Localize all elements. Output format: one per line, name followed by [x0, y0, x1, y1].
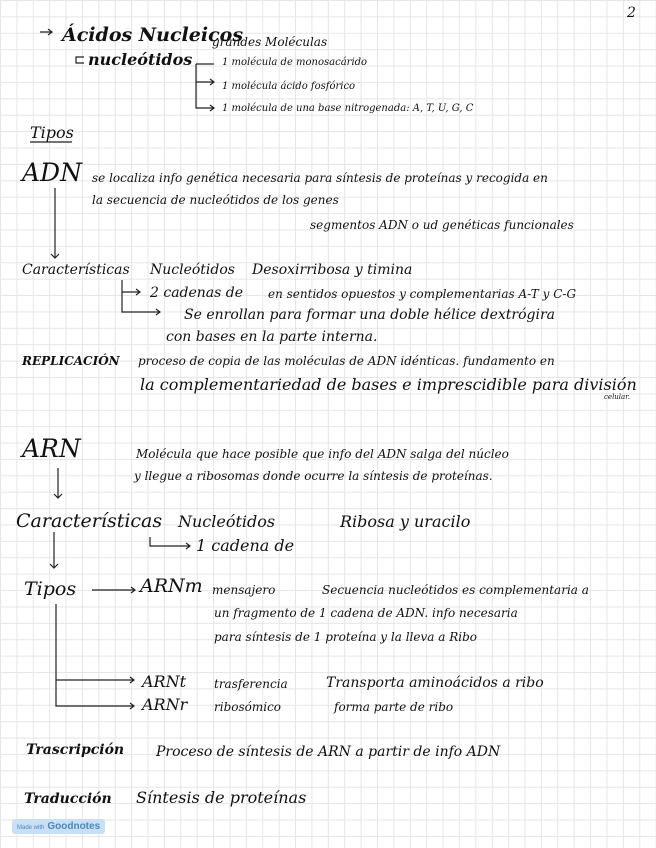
page-number: 2 [627, 5, 636, 21]
replicacion-def-1: proceso de copia de las moléculas de ADN idénticas. fundamento en [138, 354, 555, 368]
arn-def-2: y llegue a ribosomas donde ocurre la síntesis de proteínas. [134, 469, 493, 483]
component-3: 1 molécula de una base nitrogenada: A, T, U, G, C [222, 103, 474, 114]
badge-brand: Goodnotes [47, 821, 101, 832]
arn-car-label: Características [16, 510, 163, 532]
arn-tipos-label: Tipos [24, 578, 77, 600]
arnm-def-1: Secuencia nucleótidos es complementaria a [322, 583, 589, 597]
arnm-name: mensajero [212, 583, 276, 597]
arnm-def-2: un fragmento de 1 cadena de ADN. info necesaria [214, 606, 518, 620]
arn-def-1: Molécula que hace posible que info del ADN salga del núcleo [136, 447, 509, 461]
arnm-label: ARNm [140, 575, 203, 597]
arnt-label: ARNt [142, 672, 187, 691]
arn-car-a: Nucleótidos [178, 512, 276, 531]
component-2: 1 molécula ácido fosfórico [222, 81, 356, 92]
intro-title-def: grandes Moléculas [212, 35, 328, 49]
adn-car-a: Nucleótidos [150, 262, 235, 278]
arnt-def: Transporta aminoácidos a ribo [326, 675, 544, 691]
adn-car-c2: en sentidos opuestos y complementarias A-T y C-G [268, 287, 577, 301]
arn-car-b: Ribosa y uracilo [340, 512, 471, 531]
nucleotidos-label: nucleótidos [88, 50, 193, 69]
trascripcion-label: Trascripción [26, 742, 125, 758]
tipos-heading: Tipos [30, 123, 74, 142]
goodnotes-badge [12, 819, 105, 834]
arn-car-c: 1 cadena de [196, 536, 295, 555]
adn-car-c: 2 cadenas de [150, 285, 244, 301]
trascripcion-def: Proceso de síntesis de ARN a partir de info ADN [156, 744, 501, 760]
replicacion-label: REPLICACIÓN [22, 354, 120, 368]
arn-label: ARN [22, 434, 81, 463]
arnr-label: ARNr [142, 695, 188, 714]
badge-made-with: Made with [17, 825, 45, 831]
adn-car-d1: Se enrollan para formar una doble hélice dextrógira [184, 307, 555, 323]
arnm-def-3: para síntesis de 1 proteína y la lleva a Ribo [214, 630, 477, 644]
traduccion-label: Traducción [24, 791, 112, 807]
adn-def-2: la secuencia de nucleótidos de los genes [92, 193, 339, 207]
arnr-def: forma parte de ribo [334, 700, 454, 714]
arnr-name: ribosómico [214, 700, 282, 714]
adn-car-d2: con bases en la parte interna. [166, 329, 378, 345]
arnt-name: trasferencia [214, 677, 288, 691]
adn-car-b: Desoxirribosa y timina [252, 262, 413, 278]
adn-car-label: Características [22, 262, 130, 278]
replicacion-def-2: la complementariedad de bases e imprescidible para división [140, 375, 637, 394]
adn-def-3: segmentos ADN o ud genéticas funcionales [310, 218, 574, 232]
replicacion-def-3: celular. [604, 393, 631, 401]
adn-label: ADN [22, 158, 82, 187]
component-1: 1 molécula de monosacárido [222, 57, 368, 68]
intro-title: Ácidos Nucleicos [62, 24, 244, 46]
adn-def-1: se localiza info genética necesaria para síntesis de proteínas y recogida en [92, 171, 548, 185]
traduccion-def: Síntesis de proteínas [136, 788, 307, 807]
